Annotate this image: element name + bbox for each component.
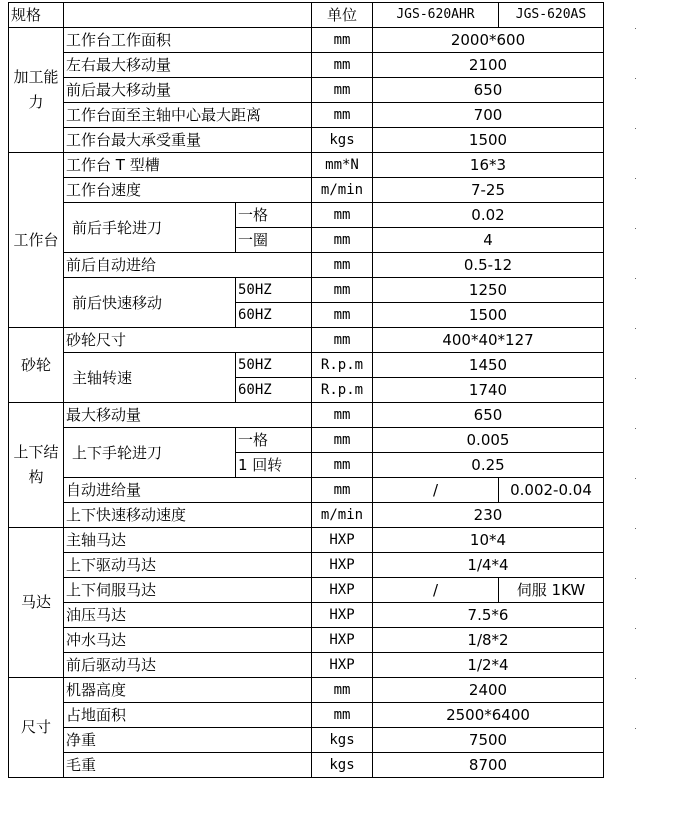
row-sublabel: 一格: [236, 428, 312, 453]
table-row: [9, 628, 604, 653]
row-value: 1740: [373, 378, 604, 403]
row-label: 上下快速移动速度: [64, 503, 312, 528]
row-label: 主轴马达: [64, 528, 312, 553]
table-row: [9, 678, 604, 703]
row-sublabel: 50HZ: [236, 353, 312, 378]
table-row: [9, 603, 604, 628]
row-label: 工作台最大承受重量: [64, 128, 312, 153]
group-table: 工作台: [9, 153, 64, 328]
row-unit: HXP: [312, 553, 373, 578]
row-sublabel: 一圈: [236, 228, 312, 253]
table-row: [9, 503, 604, 528]
row-value: 0.005: [373, 428, 604, 453]
group-motor: 马达: [9, 528, 64, 678]
header-spec: 规格: [9, 3, 64, 28]
row-label: 净重: [64, 728, 312, 753]
table-row: [9, 28, 604, 53]
spec-table: [8, 2, 604, 778]
row-label: 左右最大移动量: [64, 53, 312, 78]
row-value: 230: [373, 503, 604, 528]
table-row: [9, 728, 604, 753]
row-value: 0.25: [373, 453, 604, 478]
table-row: [9, 178, 604, 203]
row-value: 2500*6400: [373, 703, 604, 728]
row-unit: mm: [312, 303, 373, 328]
row-unit: kgs: [312, 128, 373, 153]
row-unit: mm: [312, 678, 373, 703]
row-label: 前后快速移动: [64, 278, 236, 328]
row-unit: kgs: [312, 753, 373, 778]
row-label: 上下伺服马达: [64, 578, 312, 603]
row-unit: HXP: [312, 528, 373, 553]
table-row: [9, 253, 604, 278]
row-value-a: /: [373, 478, 499, 503]
row-unit: mm: [312, 703, 373, 728]
row-label: 前后手轮进刀: [64, 203, 236, 253]
row-label: 最大移动量: [64, 403, 312, 428]
row-label: 占地面积: [64, 703, 312, 728]
row-label: 砂轮尺寸: [64, 328, 312, 353]
row-value: 1/8*2: [373, 628, 604, 653]
row-label: 主轴转速: [64, 353, 236, 403]
row-label: 上下驱动马达: [64, 553, 312, 578]
row-unit: mm: [312, 403, 373, 428]
row-unit: mm*N: [312, 153, 373, 178]
group-vertical: 上下结构: [9, 403, 64, 528]
table-row: [9, 753, 604, 778]
row-value-a: /: [373, 578, 499, 603]
row-value-b: 0.002-0.04: [499, 478, 604, 503]
group-wheel: 砂轮: [9, 328, 64, 403]
row-value: 650: [373, 78, 604, 103]
row-value: 7.5*6: [373, 603, 604, 628]
row-label: 工作台 T 型槽: [64, 153, 312, 178]
row-label: 机器高度: [64, 678, 312, 703]
table-row: [9, 78, 604, 103]
row-unit: HXP: [312, 603, 373, 628]
row-label: 前后驱动马达: [64, 653, 312, 678]
row-value: 1500: [373, 128, 604, 153]
row-value: 7500: [373, 728, 604, 753]
table-row: [9, 553, 604, 578]
row-value: 1/4*4: [373, 553, 604, 578]
table-row: [9, 53, 604, 78]
row-sublabel: 50HZ: [236, 278, 312, 303]
row-value: 2100: [373, 53, 604, 78]
row-label: 冲水马达: [64, 628, 312, 653]
row-value-b: 伺服 1KW: [499, 578, 604, 603]
row-value: 16*3: [373, 153, 604, 178]
row-unit: mm: [312, 53, 373, 78]
row-sublabel: 60HZ: [236, 378, 312, 403]
row-sublabel: 1 回转: [236, 453, 312, 478]
table-row: [9, 328, 604, 353]
row-unit: mm: [312, 28, 373, 53]
row-sublabel: 一格: [236, 203, 312, 228]
row-value: 700: [373, 103, 604, 128]
row-unit: mm: [312, 453, 373, 478]
row-value: 1250: [373, 278, 604, 303]
table-row: [9, 128, 604, 153]
group-dimension: 尺寸: [9, 678, 64, 778]
row-unit: HXP: [312, 578, 373, 603]
table-row: [9, 203, 604, 228]
table-row: [9, 278, 604, 303]
table-row: [9, 153, 604, 178]
row-unit: mm: [312, 203, 373, 228]
row-value: 8700: [373, 753, 604, 778]
table-row: [9, 653, 604, 678]
row-value: 400*40*127: [373, 328, 604, 353]
row-label: 工作台面至主轴中心最大距离: [64, 103, 312, 128]
row-value: 2000*600: [373, 28, 604, 53]
header-row: [9, 3, 604, 28]
row-unit: HXP: [312, 628, 373, 653]
row-value: 1500: [373, 303, 604, 328]
row-label: 油压马达: [64, 603, 312, 628]
table-row: [9, 428, 604, 453]
row-value: 0.5-12: [373, 253, 604, 278]
row-value: 650: [373, 403, 604, 428]
header-model-b: JGS-620AS: [499, 3, 604, 28]
table-row: [9, 578, 604, 603]
row-label: 前后自动进给: [64, 253, 312, 278]
header-unit: 单位: [312, 3, 373, 28]
table-row: [9, 703, 604, 728]
row-unit: mm: [312, 278, 373, 303]
row-label: 前后最大移动量: [64, 78, 312, 103]
row-value: 2400: [373, 678, 604, 703]
row-unit: kgs: [312, 728, 373, 753]
row-value: 7-25: [373, 178, 604, 203]
row-value: 1/2*4: [373, 653, 604, 678]
row-unit: mm: [312, 253, 373, 278]
table-row: [9, 403, 604, 428]
row-unit: mm: [312, 478, 373, 503]
row-unit: mm: [312, 228, 373, 253]
row-unit: mm: [312, 103, 373, 128]
table-row: [9, 528, 604, 553]
row-unit: m/min: [312, 503, 373, 528]
table-row: [9, 353, 604, 378]
row-label: 工作台工作面积: [64, 28, 312, 53]
row-unit: mm: [312, 328, 373, 353]
row-unit: mm: [312, 78, 373, 103]
table-row: [9, 103, 604, 128]
row-label: 工作台速度: [64, 178, 312, 203]
table-row: [9, 478, 604, 503]
row-sublabel: 60HZ: [236, 303, 312, 328]
row-value: 1450: [373, 353, 604, 378]
row-value: 10*4: [373, 528, 604, 553]
row-label: 毛重: [64, 753, 312, 778]
row-unit: R.p.m: [312, 353, 373, 378]
row-value: 4: [373, 228, 604, 253]
row-label: 自动进给量: [64, 478, 312, 503]
row-label: 上下手轮进刀: [64, 428, 236, 478]
row-unit: m/min: [312, 178, 373, 203]
row-unit: R.p.m: [312, 378, 373, 403]
group-capacity: 加工能力: [9, 28, 64, 153]
row-value: 0.02: [373, 203, 604, 228]
row-unit: HXP: [312, 653, 373, 678]
header-model-a: JGS-620AHR: [373, 3, 499, 28]
row-unit: mm: [312, 428, 373, 453]
